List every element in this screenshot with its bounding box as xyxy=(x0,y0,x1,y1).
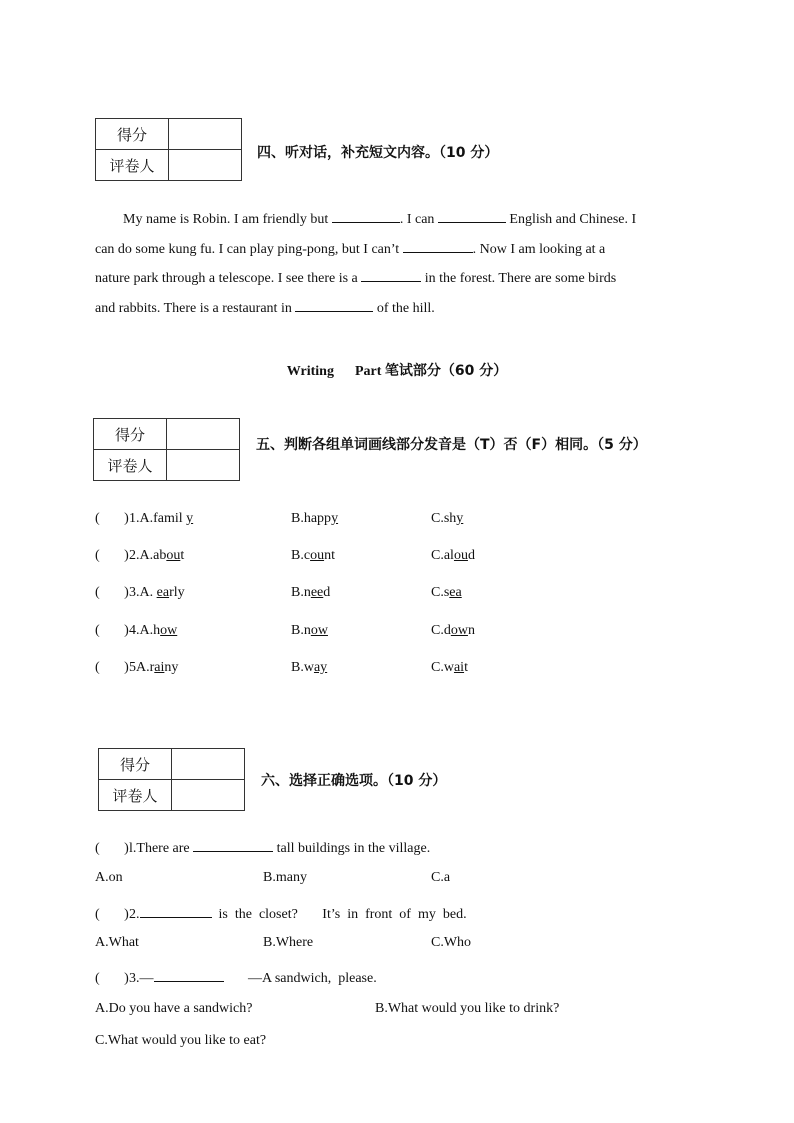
phonics-option-c: C.aloud xyxy=(431,548,475,563)
grader-label: 评卷人 xyxy=(99,780,172,811)
passage-line: and rabbits. There is a restaurant in of the hill. xyxy=(95,294,700,324)
phonics-option-b: B.count xyxy=(291,548,335,563)
section4-passage xyxy=(95,205,700,323)
score-label: 得分 xyxy=(94,419,167,450)
grader-label: 评卷人 xyxy=(96,150,169,181)
question-1: ( )l.There are tall buildings in the village. xyxy=(95,837,430,857)
score-box[interactable] xyxy=(169,119,242,150)
phonics-option-c: C.down xyxy=(431,623,475,638)
option-a[interactable]: A.on xyxy=(95,870,123,885)
phonics-row: ( )1.A.famil y xyxy=(95,511,194,526)
phonics-option-c: C.sea xyxy=(431,585,462,600)
option-b[interactable]: B.Where xyxy=(263,935,314,950)
passage-line: My name is Robin. I am friendly but . I can English and Chinese. I xyxy=(95,205,700,235)
option-a[interactable]: A.Do you have a sandwich? xyxy=(95,1001,253,1016)
phonics-option-b: B.now xyxy=(291,623,328,638)
question-3: ( )3.— —A sandwich, please. xyxy=(95,967,377,987)
answer-blank[interactable] xyxy=(140,903,212,918)
grader-box[interactable] xyxy=(169,150,242,181)
writing-title-cn: 笔试部分（60 分） xyxy=(384,363,508,379)
score-table-5 xyxy=(93,418,240,481)
option-b[interactable]: B.many xyxy=(263,870,307,885)
phonics-option-c: C.wait xyxy=(431,660,468,675)
grader-box[interactable] xyxy=(172,780,245,811)
section6-heading: 六、选择正确选项。（10 分） xyxy=(261,773,447,789)
score-label: 得分 xyxy=(96,119,169,150)
answer-blank[interactable] xyxy=(332,208,400,223)
option-b[interactable]: B.What would you like to drink? xyxy=(375,1001,560,1016)
phonics-option-b: B.way xyxy=(291,660,328,675)
option-c[interactable]: C.What would you like to eat? xyxy=(95,1033,267,1048)
score-box[interactable] xyxy=(167,419,240,450)
section4-heading: 四、听对话，补充短文内容。（10 分） xyxy=(257,145,499,161)
score-table-6 xyxy=(98,748,245,811)
answer-blank[interactable] xyxy=(403,238,473,253)
section5-heading: 五、判断各组单词画线部分发音是（T）否（F）相同。（5 分） xyxy=(256,437,647,453)
answer-paren[interactable]: ( ) xyxy=(95,623,129,638)
answer-paren[interactable]: ( ) xyxy=(95,511,129,526)
answer-blank[interactable] xyxy=(295,297,373,312)
option-c[interactable]: C.Who xyxy=(431,935,472,950)
writing-part-title xyxy=(0,360,794,380)
writing-title-en: Writing Part xyxy=(286,364,382,379)
answer-blank[interactable] xyxy=(193,837,273,852)
answer-paren[interactable]: ( ) xyxy=(95,660,129,675)
answer-paren[interactable]: ( ) xyxy=(95,585,129,600)
phonics-option-b: B.happy xyxy=(291,511,339,526)
answer-blank[interactable] xyxy=(361,267,421,282)
phonics-row: ( )4.A.how xyxy=(95,623,178,638)
answer-blank[interactable] xyxy=(154,967,224,982)
answer-paren[interactable]: ( ) xyxy=(95,841,129,856)
phonics-option-b: B.need xyxy=(291,585,331,600)
answer-blank[interactable] xyxy=(438,208,506,223)
answer-paren[interactable]: ( ) xyxy=(95,971,129,986)
option-a[interactable]: A.What xyxy=(95,935,139,950)
score-table-4 xyxy=(95,118,242,181)
question-2: ( )2. is the closet? It’s in front of my bed. xyxy=(95,903,467,923)
score-box[interactable] xyxy=(172,749,245,780)
phonics-row: ( )5A.rainy xyxy=(95,660,179,675)
phonics-row: ( )3.A. early xyxy=(95,585,185,600)
phonics-row: ( )2.A.about xyxy=(95,548,185,563)
option-c[interactable]: C.a xyxy=(431,870,451,885)
grader-box[interactable] xyxy=(167,450,240,481)
phonics-option-c: C.shy xyxy=(431,511,464,526)
answer-paren[interactable]: ( ) xyxy=(95,907,129,922)
passage-line: nature park through a telescope. I see there is a in the forest. There are some birds xyxy=(95,264,700,294)
answer-paren[interactable]: ( ) xyxy=(95,548,129,563)
score-label: 得分 xyxy=(99,749,172,780)
passage-line: can do some kung fu. I can play ping-pong, but I can’t . Now I am looking at a xyxy=(95,235,700,265)
grader-label: 评卷人 xyxy=(94,450,167,481)
